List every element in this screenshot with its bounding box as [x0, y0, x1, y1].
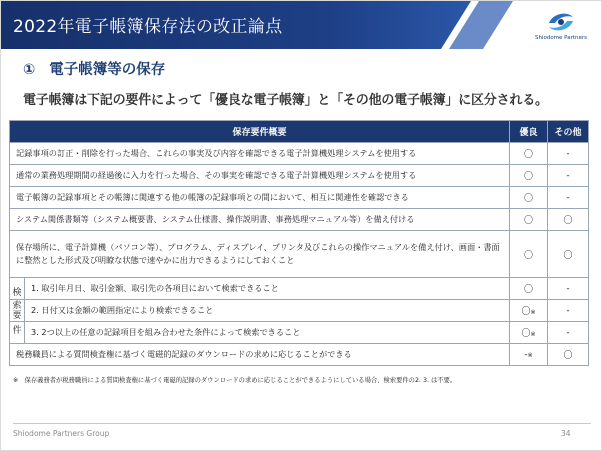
side-label: 件 [10, 322, 25, 343]
lead-text: 電子帳簿は下記の要件によって「優良な電子帳簿」と「その他の電子帳簿」に区分される。 [23, 93, 548, 108]
logo-mark-icon [533, 7, 589, 37]
table-row [10, 344, 589, 366]
footer-divider [13, 423, 591, 424]
table-row [10, 209, 589, 231]
requirement-text: 2. 日付又は金額の範囲指定により検索できること [31, 305, 214, 315]
requirement-text: 税務職員による質問検査権に基づく電磁的記録のダウンロードの求めに応じることができる [16, 349, 352, 359]
logo-text: Shiodome Partners [534, 35, 588, 41]
yuryo-mark: 〇 [510, 231, 548, 278]
company-logo [533, 7, 589, 45]
yuryo-mark: 〇 [510, 165, 548, 187]
requirement-text: 通常の業務処理期間の経過後に入力を行った場合、その事実を確認できる電子計算機処理システムを使用する [16, 170, 417, 180]
yuryo-symbol: - [524, 349, 528, 360]
section-title: 電子帳簿等の保存 [49, 62, 166, 78]
yuryo-symbol: 〇 [521, 329, 531, 339]
other-mark: - [548, 165, 589, 187]
yuryo-mark [510, 278, 548, 300]
other-mark: 〇 [548, 231, 589, 278]
table-row [10, 231, 589, 278]
other-mark: 〇 [548, 209, 589, 231]
yuryo-mark [510, 300, 548, 322]
search-requirement-cell [10, 322, 510, 344]
table-header-row [10, 121, 589, 143]
table-row [10, 300, 589, 322]
header-band [1, 1, 602, 49]
section-number: ① [23, 62, 36, 78]
footnote: ※ 保存義務者が税務職員による質問検査権に基づく電磁的記録のダウンロードの求めに応じることができるようにしている場合、検索要件の2. 3. は不要。 [13, 377, 457, 384]
yuryo-mark [510, 344, 548, 366]
side-label: 検 [10, 278, 25, 299]
search-requirement-cell [10, 278, 510, 300]
header-requirement: 保存要件概要 [10, 121, 510, 143]
table-row [10, 322, 589, 344]
yuryo-note: ※ [527, 351, 533, 359]
requirement-text: システム関係書類等（システム概要書、システム仕様書、操作説明書、事務処理マニュアル等）を備え付ける [16, 214, 415, 224]
requirement-text: 保存場所に、電子計算機（パソコン等）、プログラム、ディスプレイ、プリンタ及びこれらの操作マニュアルを備え付け、画面・書面に整然とした形式及び明瞭な状態で速やかに出力できるようにしておくこと [16, 242, 500, 265]
other-mark: - [548, 143, 589, 165]
search-row-inner [10, 300, 509, 321]
header-yuryo: 優良 [510, 121, 548, 143]
other-mark: - [548, 300, 589, 322]
yuryo-mark [510, 322, 548, 344]
requirement-cell [10, 231, 510, 278]
yuryo-mark: 〇 [510, 187, 548, 209]
footer-company: Shiodome Partners Group [13, 429, 110, 438]
page-title: 2022年電子帳簿保存法の改正論点 [13, 17, 283, 37]
other-mark: - [548, 322, 589, 344]
side-label: 索 要 [10, 300, 25, 321]
other-mark: - [548, 278, 589, 300]
yuryo-note: ※ [530, 309, 536, 316]
yuryo-mark: 〇 [510, 143, 548, 165]
other-mark: 〇 [548, 344, 589, 366]
header-other: その他 [548, 121, 589, 143]
yuryo-symbol: 〇 [521, 307, 531, 317]
yuryo-mark: 〇 [510, 209, 548, 231]
requirement-text: 電子帳簿の記録事項とその帳簿に関連する他の帳簿の記録事項との間において、相互に関連性を確認できる [16, 192, 409, 202]
page-number: 34 [561, 429, 571, 438]
section-heading [23, 58, 165, 79]
requirement-cell [10, 187, 510, 209]
search-row-inner [10, 278, 509, 299]
requirement-cell [10, 209, 510, 231]
requirement-text: 1. 取引年月日、取引金額、取引先の各項目において検索できること [31, 283, 279, 293]
requirement-cell [10, 165, 510, 187]
yuryo-note: ※ [530, 331, 536, 338]
table-row [10, 187, 589, 209]
table-row [10, 278, 589, 300]
requirement-cell [10, 143, 510, 165]
table-row [10, 165, 589, 187]
requirement-text: 3. 2つ以上の任意の記録項目を組み合わせた条件によって検索できること [31, 327, 301, 337]
requirement-text: 記録事項の訂正・削除を行った場合、これらの事実及び内容を確認できる電子計算機処理システムを使用する [16, 148, 417, 158]
requirement-cell [10, 344, 510, 366]
table-row [10, 143, 589, 165]
search-requirement-cell [10, 300, 510, 322]
search-row-inner [10, 322, 509, 343]
yuryo-symbol: 〇 [523, 285, 533, 295]
requirements-table [9, 120, 589, 366]
other-mark: - [548, 187, 589, 209]
